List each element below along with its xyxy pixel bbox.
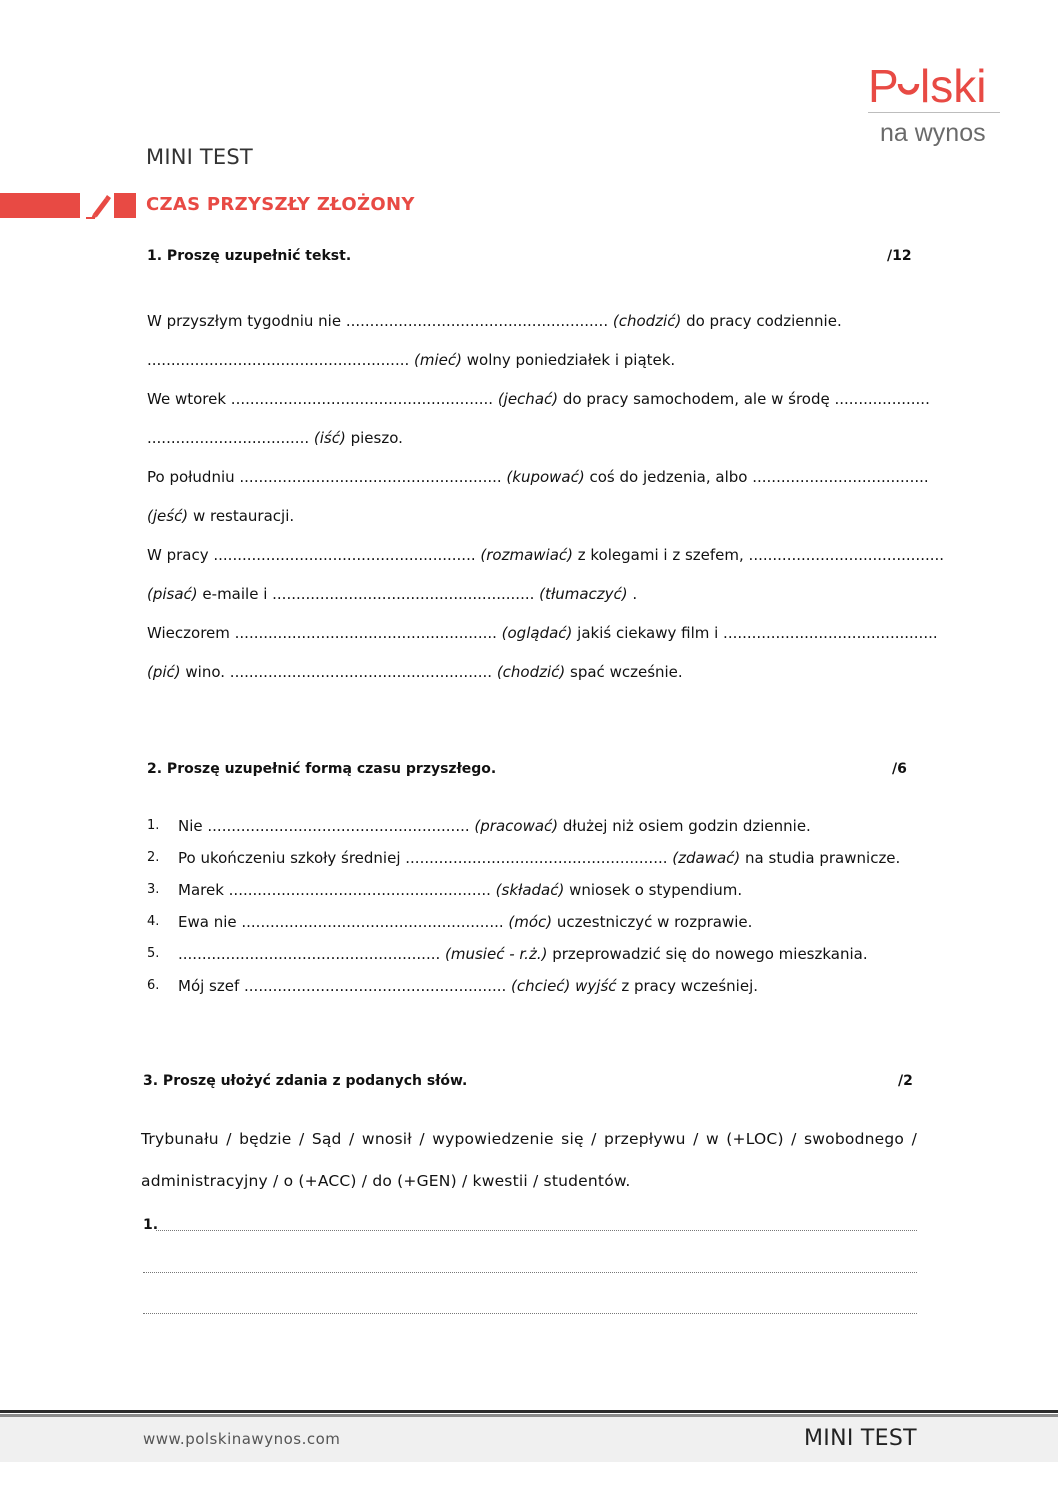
sentence-text: przeprowadzić się do nowego mieszkania. [547,945,868,963]
task-2-item [178,817,811,835]
task-1-points: /12 [887,248,912,264]
verb-hint: (chcieć) wyjść [511,977,617,995]
verb-hint: (chodzić) [612,312,682,330]
sentence-text: Po południu ....................................................... [147,468,507,486]
sentence-text: jakiś ciekawy film i ............................................. [572,624,938,642]
verb-hint: (jechać) [497,390,559,408]
sentence-text: We wtorek ....................................................... [147,390,498,408]
task-3-points: /2 [898,1073,913,1089]
verb-hint: (pić) [147,663,181,681]
pencil-icon [84,190,112,220]
logo-graphic [868,58,1003,113]
item-number: 3. [147,882,160,897]
sentence-text: z kolegami i z szefem, ......................................... [573,546,945,564]
answer-line-3[interactable] [143,1313,917,1314]
task-1-line [147,468,929,486]
sentence-text: dłużej niż osiem godzin dziennie. [558,817,811,835]
task-2-item [178,945,868,963]
verb-hint: (musieć - r.ż.) [445,945,548,963]
word-bank-line-1: Trybunału / będzie / Sąd / wnosił / wypowiedzenie się / przepływu / w (+LOC) / swobodnego / [141,1130,917,1148]
verb-hint: (tłumaczyć) [539,585,628,603]
verb-hint: (móc) [508,913,553,931]
page-title: MINI TEST [146,145,253,169]
item-number: 4. [147,914,160,929]
task-2-item [178,849,900,867]
task-1-line [147,507,294,525]
sentence-text: ....................................................... [178,945,446,963]
answer-line-1[interactable] [156,1230,917,1231]
footer-url[interactable]: www.polskinawynos.com [143,1430,341,1448]
sentence-text: uczestniczyć w rozprawie. [552,913,753,931]
task-2-item [178,977,758,995]
task-1-line [147,429,403,447]
sentence-text: Nie ....................................................... [178,817,475,835]
task-1-line [147,663,683,681]
header-accent-square [114,193,136,218]
task-1-line [147,585,637,603]
svg-text:P: P [868,60,899,112]
task-1-line [147,312,842,330]
sentence-text: spać wcześnie. [565,663,683,681]
sentence-text: e-maile i ....................................................... [197,585,540,603]
verb-hint: (chodzić) [496,663,566,681]
task-1-line [147,624,938,642]
answer-number: 1. [143,1217,159,1233]
verb-hint: (iść) [313,429,346,447]
section-subtitle: CZAS PRZYSZŁY ZŁOŻONY [146,194,415,215]
sentence-text: W przyszłym tygodniu nie ....................................................... [147,312,613,330]
item-number: 1. [147,818,160,833]
sentence-text: na studia prawnicze. [740,849,901,867]
task-1-line [147,351,675,369]
verb-hint: (rozmawiać) [480,546,573,564]
header-accent-bar [0,193,80,218]
task-2-item [178,881,742,899]
logo-subtitle: na wynos [880,119,986,147]
verb-hint: (mieć) [414,351,462,369]
sentence-text: w restauracji. [188,507,295,525]
sentence-text: coś do jedzenia, albo ..................................... [584,468,929,486]
footer-rule [0,1410,1058,1413]
footer-title-text: MINI TEST [804,1426,917,1451]
sentence-text: Marek ....................................................... [178,881,496,899]
verb-hint: (jeść) [147,507,189,525]
sentence-text: z pracy wcześniej. [616,977,758,995]
verb-hint: (zdawać) [672,849,741,867]
footer-title [804,1426,917,1451]
verb-hint: (kupować) [506,468,585,486]
item-number: 6. [147,978,160,993]
sentence-text: Po ukończeniu szkoły średniej ....................................................... [178,849,673,867]
sentence-text: W pracy ....................................................... [147,546,481,564]
sentence-text: . [627,585,638,603]
svg-text:lski: lski [920,60,987,112]
task-2-title: 2. Proszę uzupełnić formą czasu przyszłego. [147,761,497,777]
sentence-text: Ewa nie ....................................................... [178,913,509,931]
answer-line-2[interactable] [143,1272,917,1273]
item-number: 2. [147,850,160,865]
sentence-text: Wieczorem ....................................................... [147,624,502,642]
task-2-points: /6 [892,761,907,777]
task-1-line [147,546,944,564]
sentence-text: wolny poniedziałek i piątek. [461,351,676,369]
sentence-text: ....................................................... [147,351,415,369]
sentence-text: wniosek o stypendium. [564,881,743,899]
sentence-text: do pracy codziennie. [681,312,842,330]
verb-hint: (pisać) [147,585,198,603]
verb-hint: (oglądać) [501,624,573,642]
verb-hint: (składać) [495,881,565,899]
task-1-title: 1. Proszę uzupełnić tekst. [147,248,352,264]
item-number: 5. [147,946,160,961]
sentence-text: Mój szef ....................................................... [178,977,512,995]
sentence-text: wino. ....................................................... [180,663,497,681]
task-1-line [147,390,930,408]
sentence-text: pieszo. [345,429,403,447]
task-3-title: 3. Proszę ułożyć zdania z podanych słów. [143,1073,468,1089]
verb-hint: (pracować) [474,817,559,835]
sentence-text: do pracy samochodem, ale w środę .................... [558,390,930,408]
task-2-item [178,913,752,931]
sentence-text: .................................. [147,429,314,447]
word-bank-line-2: administracyjny / o (+ACC) / do (+GEN) / kwestii / studentów. [141,1172,631,1190]
logo-divider [868,112,1000,113]
